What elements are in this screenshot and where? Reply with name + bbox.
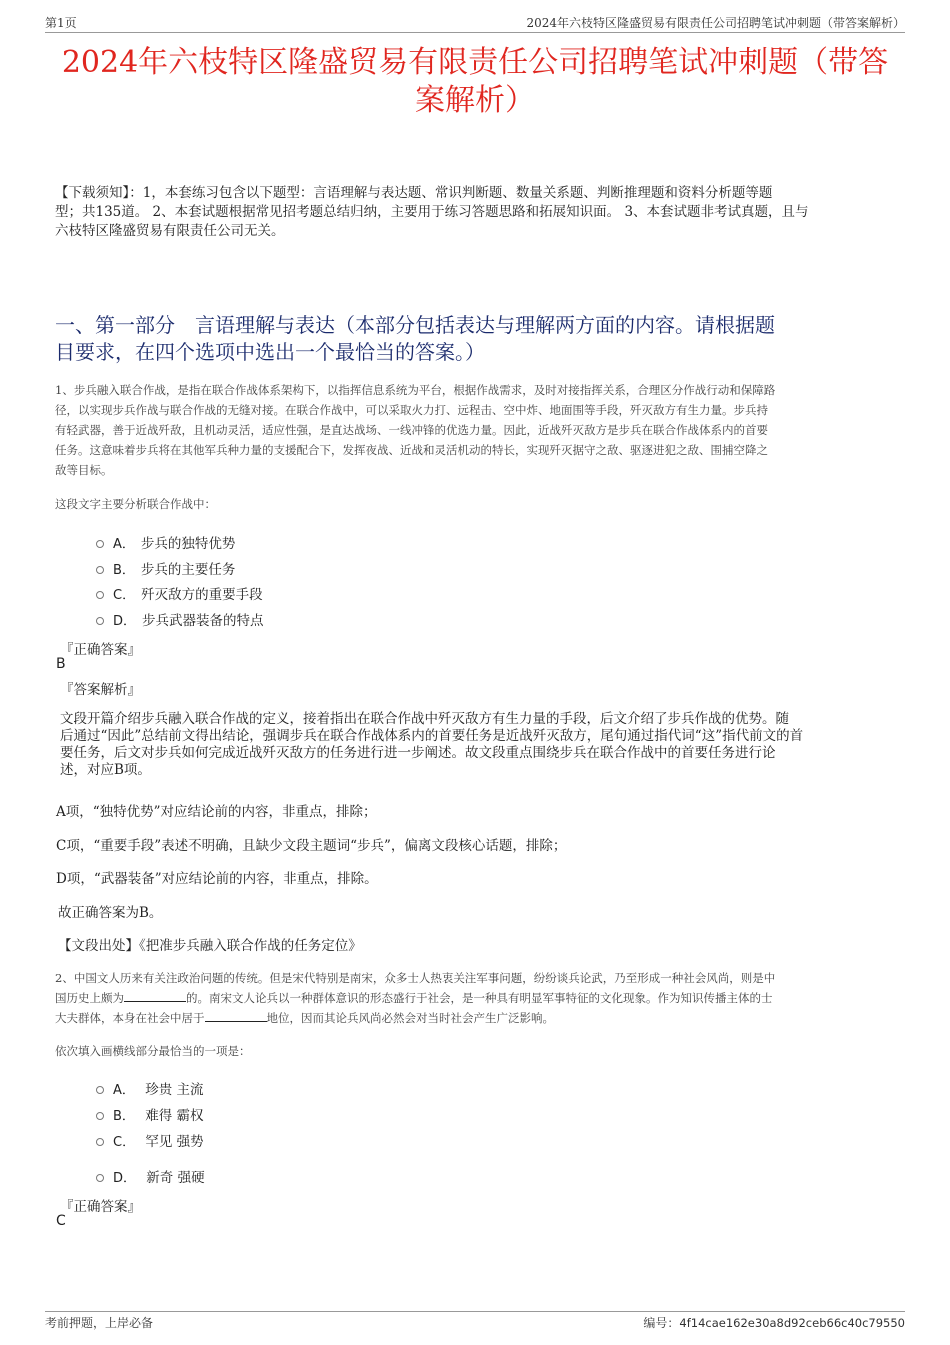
q2-answer-label: 『正确答案』	[60, 1199, 141, 1215]
q2-passage	[55, 968, 905, 1028]
header-divider	[45, 32, 905, 33]
footer-slogan: 考前押题，上岸必备	[45, 1316, 154, 1330]
footer-code	[643, 1314, 905, 1331]
q2-text: 的。南宋文人论兵以一种群体意识的形态盛行于社会，是一种具有明显军事特征的文化现象。作为知识传播主体的士	[186, 991, 773, 1005]
option-letter: A．	[113, 536, 135, 552]
q1-option-b[interactable]	[96, 558, 235, 578]
q2-passage-line	[55, 988, 905, 1008]
q1-question: 这段文字主要分析联合作战中：	[55, 497, 216, 511]
q1-passage-line: 径，以实现步兵作战与联合作战的无缝对接。在联合作战中，可以采取火力打、远程击、空中炸、地面围等手段，歼灭敌方有生力量。步兵持	[55, 403, 768, 417]
option-letter: C．	[113, 1134, 136, 1150]
section-heading-line-2: 目要求，在四个选项中选出一个最恰当的答案。）	[55, 340, 485, 364]
radio-icon[interactable]	[96, 1174, 104, 1182]
q2-question: 依次填入画横线部分最恰当的一项是：	[55, 1044, 251, 1058]
radio-icon[interactable]	[96, 1086, 104, 1094]
analysis-line: 文段开篇介绍步兵融入联合作战的定义，接着指出在联合作战中歼灭敌方有生力量的手段，后文介绍了步兵作战的优势。随	[60, 711, 789, 727]
q1-analysis	[60, 711, 900, 779]
option-text: 罕见 强势	[141, 1134, 204, 1150]
option-letter: B．	[113, 1108, 135, 1124]
option-text: 珍贵 主流	[140, 1082, 204, 1098]
q1-passage-line: 1、步兵融入联合作战，是指在联合作战体系架构下，以指挥信息系统为平台，根据作战需求，及时对接指挥关系，合理区分作战行动和保障路	[55, 383, 776, 397]
option-letter: D．	[113, 1170, 137, 1186]
download-notice	[55, 184, 905, 241]
q2-answer: C	[56, 1213, 66, 1229]
notice-line-1: 【下载须知】：1，本套练习包含以下题型：言语理解与表达题、常识判断题、数量关系题、判断推理题和资料分析题等题	[55, 185, 773, 201]
q1-option-a[interactable]	[96, 532, 235, 552]
notice-line-3: 六枝特区隆盛贸易有限责任公司无关。	[55, 223, 285, 239]
section-heading-line-1: 一、第一部分 言语理解与表达（本部分包括表达与理解两方面的内容。请根据题	[55, 313, 775, 337]
radio-icon[interactable]	[96, 540, 104, 548]
title-line-1: 2024年六枝特区隆盛贸易有限责任公司招聘笔试冲刺题（带答	[61, 45, 889, 80]
page-title	[45, 44, 905, 120]
fill-blank	[205, 1009, 267, 1022]
analysis-line: 述，对应B项。	[60, 762, 151, 778]
q2-text: 大夫群体，本身在社会中居于	[55, 1011, 205, 1025]
option-text: 歼灭敌方的重要手段	[141, 587, 263, 603]
option-text: 步兵的主要任务	[140, 562, 236, 578]
q2-text: 地位，因而其论兵风尚必然会对当时社会产生广泛影响。	[266, 1011, 554, 1025]
q1-item-d: D项，“武器装备”对应结论前的内容，非重点，排除。	[56, 871, 378, 887]
q1-conclusion: 故正确答案为B。	[58, 905, 163, 921]
option-text: 步兵的独特优势	[140, 536, 236, 552]
radio-icon[interactable]	[96, 591, 104, 599]
q1-passage-line: 任务。这意味着步兵将在其他军兵种力量的支援配合下，发挥夜战、近战和灵活机动的特长，实现歼灭据守之敌、驱逐进犯之敌、围捕空降之	[55, 443, 768, 457]
q2-passage-line	[55, 1008, 905, 1028]
fill-blank	[124, 989, 186, 1002]
radio-icon[interactable]	[96, 1112, 104, 1120]
notice-line-2: 型；共135道。 2、本套试题根据常见招考题总结归纳，主要用于练习答题思路和拓展知识面。 3、本套试题非考试真题，且与	[55, 204, 809, 220]
option-letter: B．	[113, 562, 135, 578]
option-letter: D．	[113, 613, 137, 629]
option-text: 新奇 强硬	[142, 1170, 205, 1186]
q1-option-c[interactable]	[96, 583, 263, 603]
q2-text: 国历史上颇为	[55, 991, 124, 1005]
radio-icon[interactable]	[96, 617, 104, 625]
q2-option-d[interactable]	[96, 1166, 205, 1186]
analysis-line: 要任务，后文对步兵如何完成近战歼灭敌方的任务进行进一步阐述。故文段重点围绕步兵在联合作战中的首要任务进行论	[60, 745, 776, 761]
header-doc-title: 2024年六枝特区隆盛贸易有限责任公司招聘笔试冲刺题（带答案解析）	[526, 16, 905, 30]
option-text: 难得 霸权	[140, 1108, 204, 1124]
q1-source: 【文段出处】《把准步兵融入联合作战的任务定位》	[58, 938, 362, 954]
option-letter: A．	[113, 1082, 135, 1098]
q2-option-c[interactable]	[96, 1130, 204, 1150]
q1-passage	[55, 380, 905, 480]
radio-icon[interactable]	[96, 1138, 104, 1146]
q2-option-b[interactable]	[96, 1104, 204, 1124]
footer-divider	[45, 1311, 905, 1312]
q1-answer: B	[56, 656, 66, 672]
q1-passage-line: 有轻武器，善于近战歼敌，且机动灵活，适应性强，是直达战场、一线冲锋的优选力量。因此，近战歼灭敌方是步兵在联合作战体系内的首要	[55, 423, 768, 437]
q2-option-a[interactable]	[96, 1078, 204, 1098]
q1-analysis-label: 『答案解析』	[60, 682, 141, 698]
q1-item-a: A项，“独特优势”对应结论前的内容，非重点，排除；	[56, 804, 377, 820]
option-text: 步兵武器装备的特点	[142, 613, 264, 629]
page-number: 第1页	[45, 16, 77, 30]
q2-passage-line: 2、中国文人历来有关注政治问题的传统。但是宋代特别是南宋，众多士人热衷关注军事问题，纷纷谈兵论武，乃至形成一种社会风尚，则是中	[55, 971, 776, 985]
section-heading	[55, 312, 905, 366]
footer-code-label: 编号：	[643, 1316, 680, 1330]
q1-answer-label: 『正确答案』	[60, 642, 141, 658]
q1-item-c: C项，“重要手段”表述不明确，且缺少文段主题词“步兵”，偏离文段核心话题，排除；	[56, 838, 567, 854]
q1-passage-line: 敌等目标。	[55, 463, 113, 477]
radio-icon[interactable]	[96, 566, 104, 574]
title-line-2: 案解析）	[415, 83, 535, 118]
analysis-line: 后通过“因此”总结前文得出结论，强调步兵在联合作战体系内的首要任务是近战歼灭敌方，尾句通过指代词“这”指代前文的首	[60, 728, 804, 744]
footer-code-value: 4f14cae162e30a8d92ceb66c40c79550	[679, 1316, 905, 1330]
q1-option-d[interactable]	[96, 609, 264, 629]
option-letter: C．	[113, 587, 136, 603]
